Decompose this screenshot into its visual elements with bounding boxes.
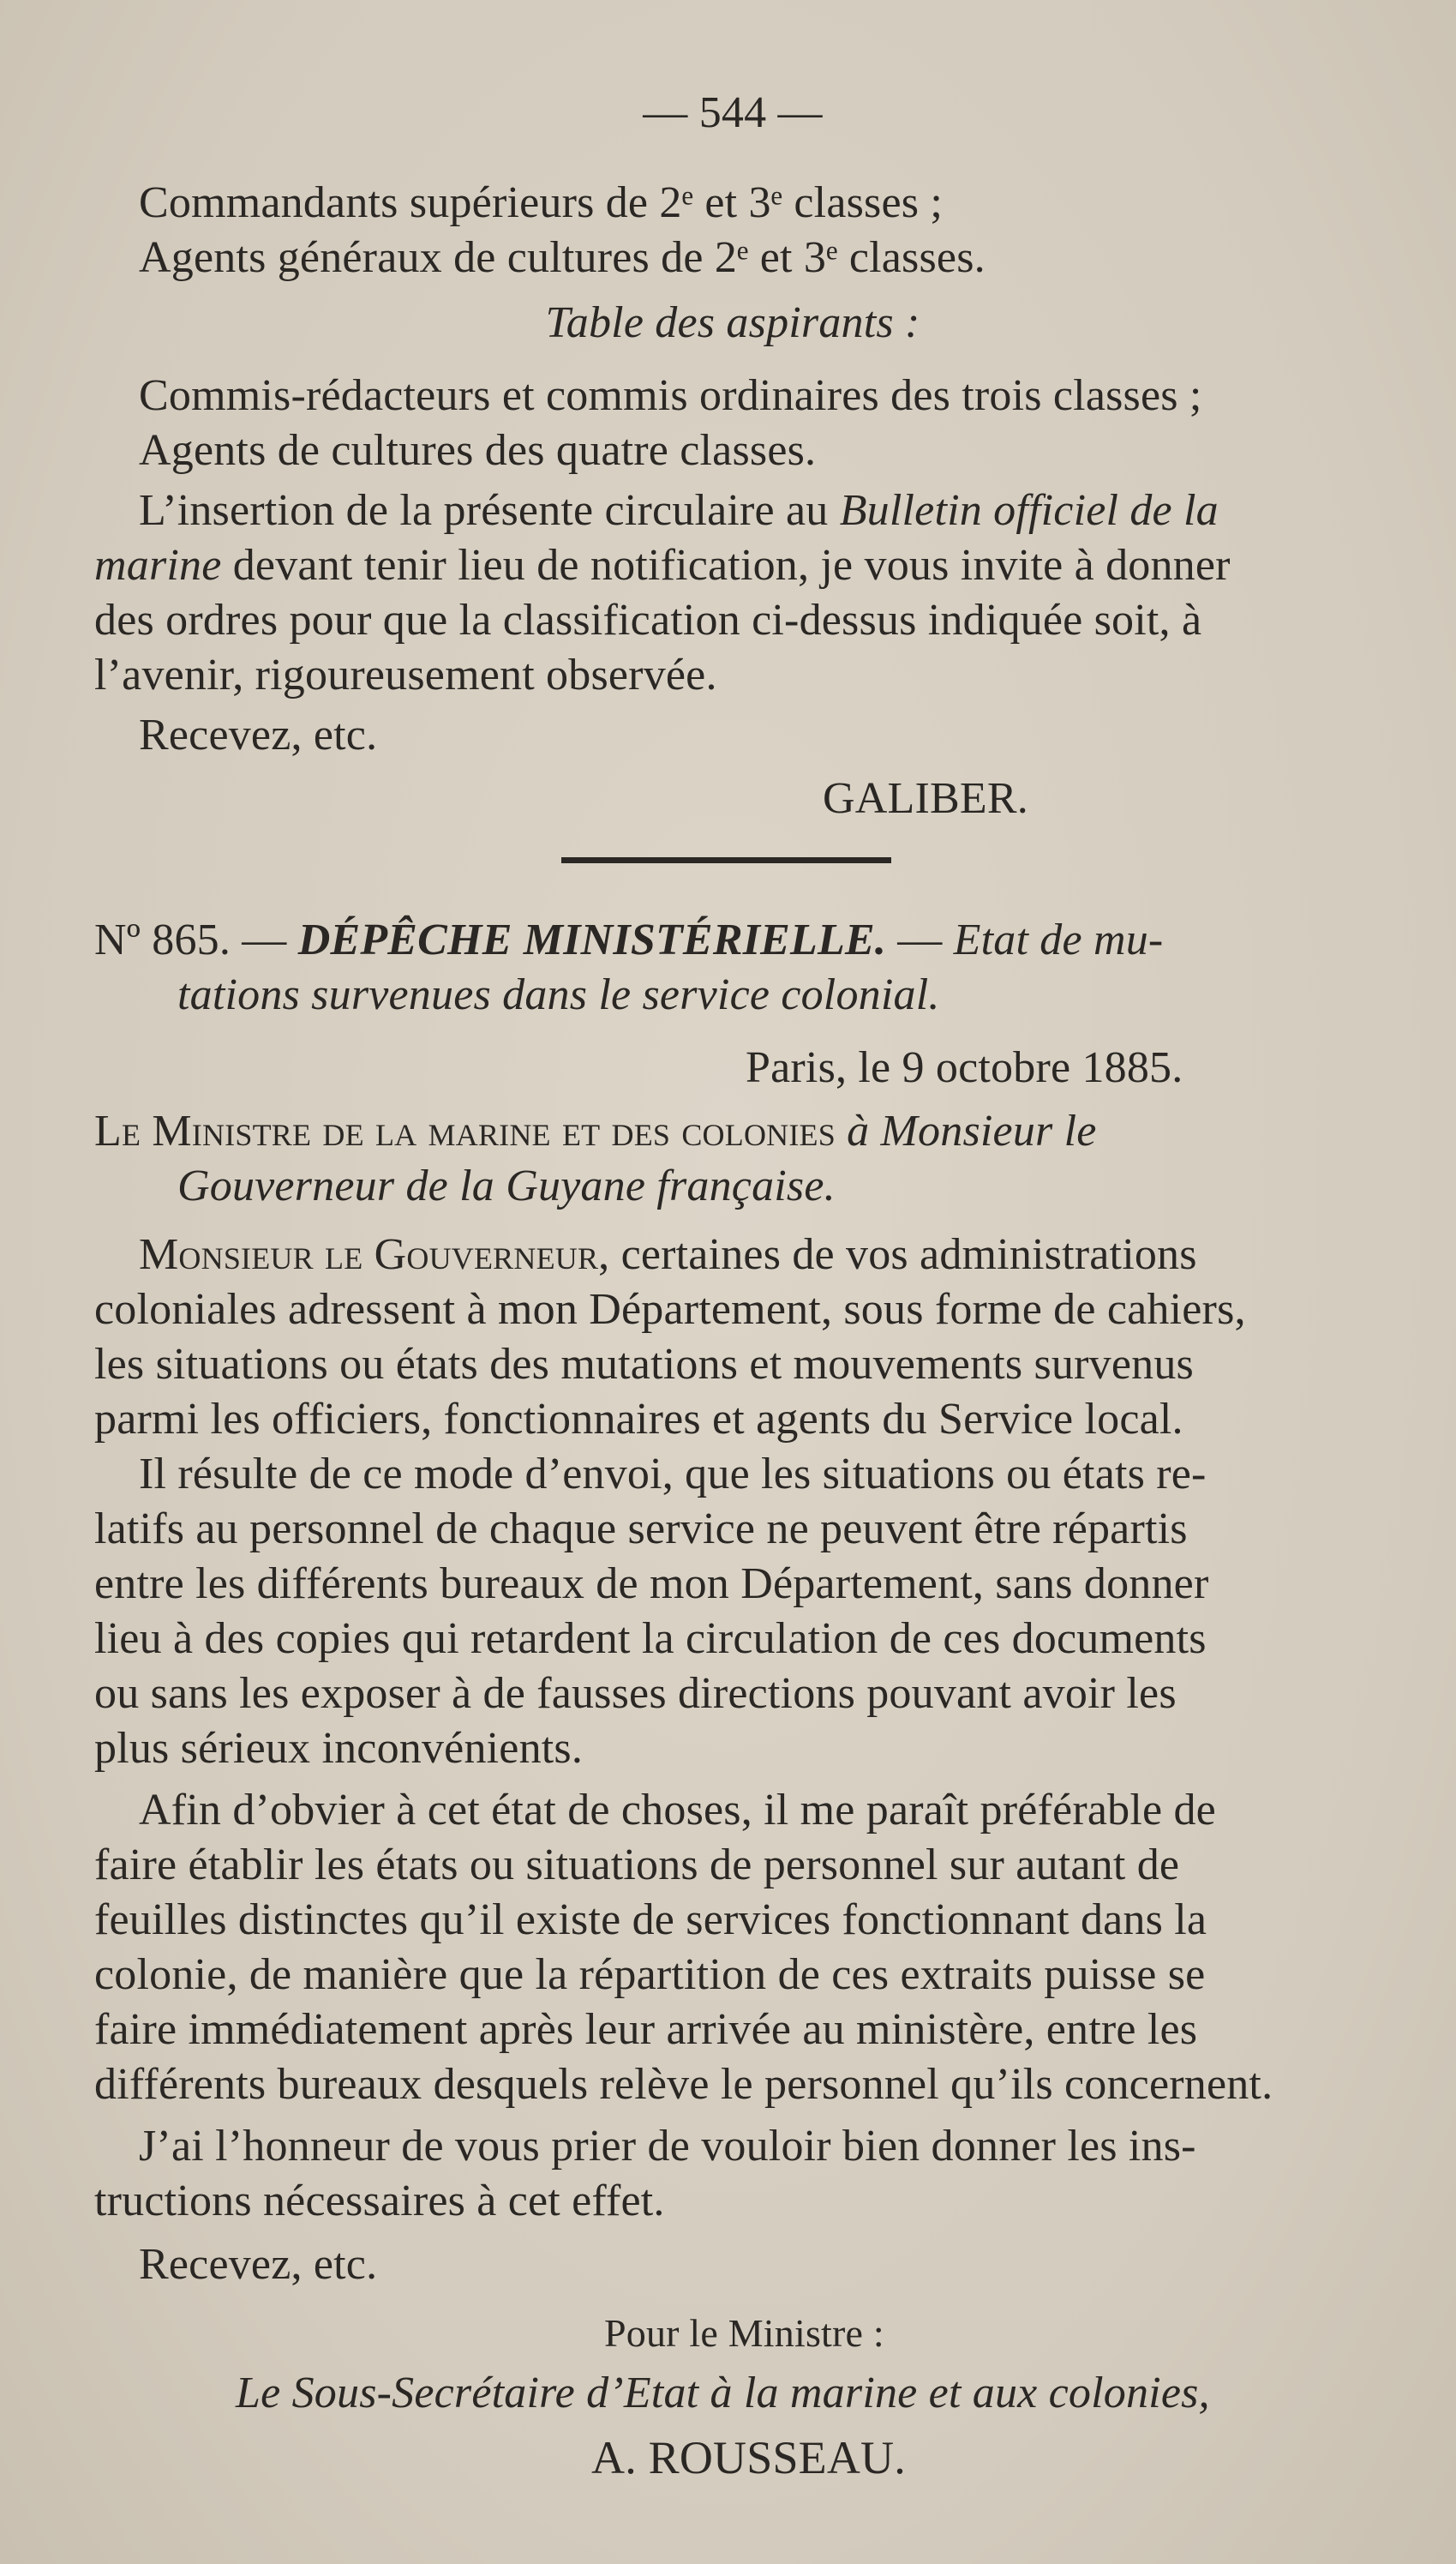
paragraph-line: coloniales adressent à mon Département, sous forme de cahiers, — [94, 1285, 1246, 1334]
signature: GALIBER. — [823, 774, 1028, 823]
decree-heading — [94, 913, 1371, 968]
list-line: Commandants supérieurs de 2ᵉ et 3ᵉ classes ; — [139, 178, 944, 227]
paragraph-line: tructions nécessaires à cet effet. — [94, 2177, 665, 2225]
paragraph-line: faire établir les états ou situations de personnel sur autant de — [94, 1840, 1180, 1889]
paragraph-line: lieu à des copies qui retardent la circulation de ces documents — [94, 1614, 1207, 1663]
paragraph-line: feuilles distinctes qu’il existe de services fonctionnant dans la — [94, 1895, 1207, 1944]
paragraph-line: latifs au personnel de chaque service ne peuvent être répartis — [94, 1504, 1188, 1553]
paragraph-line: l’avenir, rigoureusement observée. — [94, 651, 717, 700]
paragraph-line — [139, 1228, 1416, 1282]
decree-subject: tations survenues dans le service colonial. — [177, 970, 940, 1019]
paragraph-line: faire immédiatement après leur arrivée au ministère, entre les — [94, 2005, 1198, 2054]
list-line: Agents généraux de cultures de 2ᵉ et 3ᵉ classes. — [139, 233, 986, 282]
bulletin-title: Bulletin officiel de la — [839, 486, 1219, 535]
paragraph-line: entre les différents bureaux de mon Département, sans donner — [94, 1559, 1209, 1608]
closing: Recevez, etc. — [139, 2240, 378, 2289]
paragraph-line: les situations ou états des mutations et mouvements survenus — [94, 1340, 1194, 1389]
paragraph-line — [94, 538, 1371, 593]
decree-subject: Etat de mu- — [953, 916, 1164, 964]
decree-title: DÉPÊCHE MINISTÉRIELLE. — [297, 916, 887, 964]
dash: — — [231, 916, 298, 964]
place-date: Paris, le 9 octobre 1885. — [746, 1043, 1183, 1092]
recipient: à Monsieur le — [835, 1107, 1097, 1156]
decree-number: Nº 865. — [94, 916, 231, 964]
sender: Le Ministre de la marine et des colonies — [94, 1107, 836, 1156]
text: L’insertion de la présente circulaire au — [139, 486, 840, 535]
paragraph-line: ou sans les exposer à de fausses directions pouvant avoir les — [94, 1669, 1177, 1718]
paragraph-line: plus sérieux inconvénients. — [94, 1724, 584, 1773]
paragraph-line: des ordres pour que la classification ci-dessus indiquée soit, à — [94, 596, 1202, 645]
dash: — — [886, 916, 954, 964]
undersecretary: Le Sous-Secrétaire d’Etat à la marine et aux colonies, — [236, 2369, 1210, 2417]
paragraph-line: parmi les officiers, fonctionnaires et agents du Service local. — [94, 1395, 1183, 1444]
section-heading: Table des aspirants : — [545, 298, 920, 347]
bulletin-title: marine — [94, 541, 222, 590]
signature: A. ROUSSEAU. — [591, 2432, 906, 2483]
paragraph-line: Il résulte de ce mode d’envoi, que les situations ou états re- — [139, 1450, 1207, 1498]
paragraph-line: Afin d’obvier à cet état de choses, il me paraît préférable de — [139, 1786, 1216, 1834]
recipient: Gouverneur de la Guyane française. — [177, 1162, 836, 1210]
page-number: — 544 — — [643, 88, 823, 137]
paragraph-line: différents bureaux desquels relève le personnel qu’ils concernent. — [94, 2060, 1273, 2109]
text: devant tenir lieu de notification, je vous invite à donner — [221, 541, 1231, 590]
paragraph-line: colonie, de manière que la répartition de ces extraits puisse se — [94, 1950, 1206, 1999]
salutation: Monsieur le Gouverneur, — [139, 1230, 610, 1279]
paragraph-line: J’ai l’honneur de vous prier de vouloir bien donner les ins- — [139, 2122, 1196, 2171]
paragraph-line — [139, 483, 1371, 538]
section-rule — [561, 857, 891, 863]
address-line — [94, 1104, 1371, 1159]
list-line: Agents de cultures des quatre classes. — [139, 426, 817, 475]
list-line: Commis-rédacteurs et commis ordinaires des trois classes ; — [139, 371, 1202, 420]
for-minister: Pour le Ministre : — [604, 2311, 884, 2355]
closing: Recevez, etc. — [139, 711, 378, 760]
text: certaines de vos administrations — [609, 1230, 1197, 1279]
